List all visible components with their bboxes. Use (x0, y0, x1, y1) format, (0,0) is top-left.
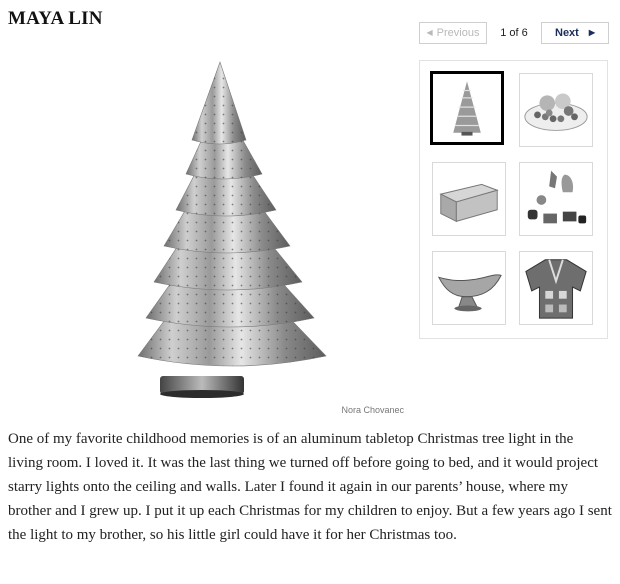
thumbnail-panel (419, 60, 608, 339)
main-photo-aluminum-tree (120, 56, 340, 400)
previous-button[interactable] (419, 22, 487, 44)
slide-counter: 1 of 6 (500, 27, 528, 39)
page-title: MAYA LIN (8, 8, 103, 29)
tree-thumbnail-image (433, 74, 501, 142)
thumbnail-gravy-boat[interactable] (432, 251, 506, 325)
article-body: One of my favorite childhood memories is of an aluminum tabletop Christmas tree light in the living room. I loved it. It was the last thing we turned off before going to bed, and it would project starry lights onto the ceiling and walls. Later I found it again in our parents’ house, where my brother and I grew up. I put it up each Christmas for my children to enjoy. But a few years ago I sent the light to my brother, so his little girl could have it for her Christmas too. (8, 431, 612, 543)
thumbnail-aluminum-tree[interactable] (430, 71, 504, 145)
triangle-right-icon: ▶ (588, 28, 595, 37)
thumbnail-kimono-jacket[interactable] (519, 251, 593, 325)
box-thumbnail-image (433, 163, 505, 235)
previous-label: Previous (436, 27, 480, 39)
thumbnail-figurines[interactable] (519, 162, 593, 236)
photo-credit: Nora Chovanec (341, 405, 404, 415)
thumbnail-fruit-bowl[interactable] (519, 73, 593, 147)
slideshow-pager (419, 22, 609, 44)
next-button[interactable] (541, 22, 609, 44)
triangle-left-icon: ◀ (426, 28, 433, 37)
figurines-thumbnail-image (520, 163, 592, 235)
thumbnail-box[interactable] (432, 162, 506, 236)
fruit-bowl-thumbnail-image (520, 74, 592, 146)
gravy-boat-thumbnail-image (433, 252, 505, 324)
kimono-jacket-thumbnail-image (520, 252, 592, 324)
next-label: Next (555, 27, 579, 39)
